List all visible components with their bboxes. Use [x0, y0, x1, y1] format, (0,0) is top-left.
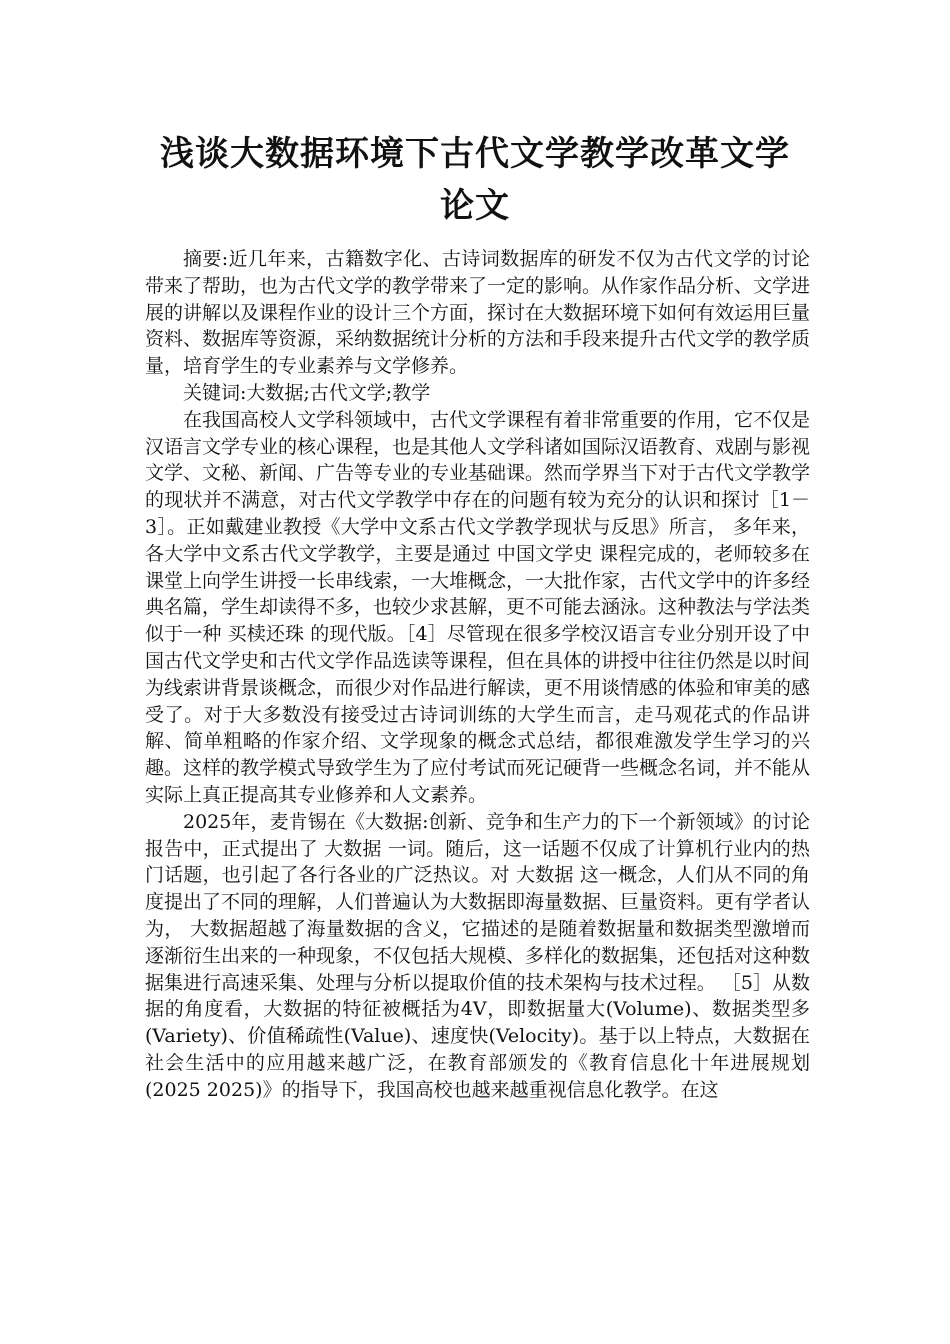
document-title	[120, 128, 830, 232]
keywords-paragraph: 关键词:大数据;古代文学;教学	[183, 381, 431, 404]
title-line-1: 浅谈大数据环境下古代文学教学改革文学	[160, 134, 790, 174]
body-paragraph: 在我国高校人文学科领域中，古代文学课程有着非常重要的作用，它不仅是汉语言文学专业的核心课程，也是其他人文学科诸如国际汉语教育、戏剧与影视文学、文秘、新闻、广告等专业的专业基础课。然而学界当下对于古代文学教学的现状并不满意，对古代文学教学中存在的问题有较为充分的认识和探讨［1－3］。正如戴建业教授《大学中文系古代文学教学现状与反思》所言， 多年来，各大学中文系古代文学教学，主要是通过 中国文学史 课程完成的，老师较多在课堂上向学生讲授一长串线索，一大堆概念，一大批作家，古代文学中的许多经典名篇，学生却读得不多，也较少求甚解，更不可能去涵泳。这种教法与学法类似于一种 买椟还珠 的现代版。［4］尽管现在很多学校汉语言专业分别开设了中国古代文学史和古代文学作品选读等课程，但在具体的讲授中往往仍然是以时间为线索讲背景谈概念，而很少对作品进行解读，更不用谈情感的体验和审美的感受了。对于大多数没有接受过古诗词训练的大学生而言，走马观花式的作品讲解、简单粗略的作家介绍、文学现象的概念式总结，都很难激发学生学习的兴趣。这样的教学模式导致学生为了应付考试而死记硬背一些概念名词，并不能从实际上真正提高其专业修养和人文素养。	[145, 408, 811, 806]
abstract-paragraph: 摘要:近几年来，古籍数字化、古诗词数据库的研发不仅为古代文学的讨论带来了帮助，也为古代文学的教学带来了一定的影响。从作家作品分析、文学进展的讲解以及课程作业的设计三个方面，探讨在大数据环境下如何有效运用巨量资料、数据库等资源，采纳数据统计分析的方法和手段来提升古代文学的教学质量，培育学生的专业素养与文学修养。	[145, 248, 811, 378]
body-paragraph: 2025年，麦肯锡在《大数据:创新、竞争和生产力的下一个新领域》的讨论报告中，正式提出了 大数据 一词。随后，这一话题不仅成了计算机行业内的热门话题，也引起了各行各业的广泛热议。对 大数据 这一概念，人们从不同的角度提出了不同的理解，人们普遍认为大数据即海量数据、巨量资料。更有学者认为， 大数据超越了海量数据的含义，它描述的是随着数据量和数据类型激增而逐渐衍生出来的一种现象，不仅包括大规模、多样化的数据集，还包括对这种数据集进行高速采集、处理与分析以提取价值的技术架构与技术过程。 ［5］从数据的角度看，大数据的特征被概括为4V，即数据量大(Volume)、数据类型多(Variety)、价值稀疏性(Value)、速度快(Velocity)。基于以上特点，大数据在社会生活中的应用越来越广泛，在教育部颁发的《教育信息化十年进展规划(2025 2025)》的指导下，我国高校也越来越重视信息化教学。在这	[145, 810, 811, 1101]
title-line-2: 论文	[440, 186, 510, 226]
document-body	[145, 246, 810, 1104]
